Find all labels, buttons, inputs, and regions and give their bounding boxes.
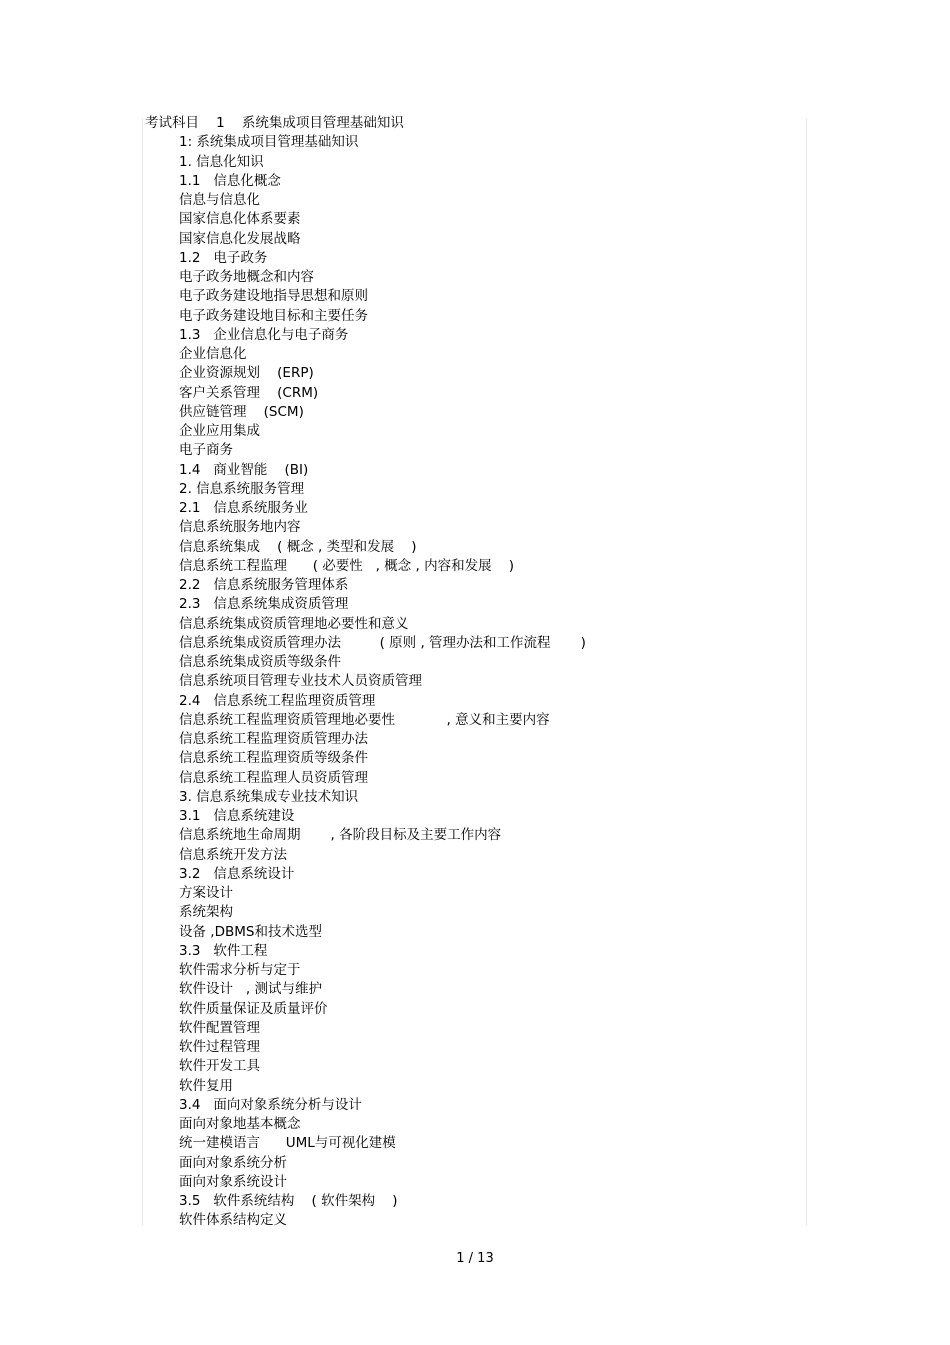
outline-line: 供应链管理 (SCM) [179, 403, 304, 420]
outline-line: 电子商务 [179, 442, 233, 459]
outline-line: 电子政务建设地指导思想和原则 [179, 288, 368, 305]
outline-line: 3. 信息系统集成专业技术知识 [179, 788, 359, 805]
outline-line: 软件体系结构定义 [179, 1212, 287, 1229]
outline-line: 信息系统集成资质管理地必要性和意义 [179, 615, 409, 632]
outline-line: 3.5 软件系统结构 ( 软件架构 ) [179, 1193, 398, 1209]
outline-line: 3.4 面向对象系统分析与设计 [179, 1096, 362, 1113]
outline-line: 企业资源规划 (ERP) [179, 365, 314, 382]
outline-line: 软件质量保证及质量评价 [179, 1000, 328, 1017]
outline-line: 软件开发工具 [179, 1058, 260, 1075]
document-body [0, 114, 950, 1231]
outline-line: 软件配置管理 [179, 1019, 260, 1036]
outline-line: 设备 ,DBMS和技术选型 [179, 923, 322, 940]
outline-line: 1.4 商业智能 (BI) [179, 461, 309, 478]
outline-line: 3.2 信息系统设计 [179, 865, 295, 882]
outline-line: 信息与信息化 [179, 192, 260, 208]
outline-line: 软件需求分析与定于 [179, 962, 301, 978]
outline-line: 企业信息化 [179, 346, 247, 362]
outline-line: 面向对象系统分析 [179, 1154, 287, 1171]
outline-line: 客户关系管理 (CRM) [179, 384, 319, 401]
outline-line: 软件过程管理 [179, 1039, 260, 1055]
outline-line: 信息系统工程监理人员资质管理 [179, 769, 368, 786]
outline-line: 软件复用 [179, 1077, 233, 1094]
outline-line: 国家信息化体系要素 [179, 211, 301, 228]
outline-line: 2.2 信息系统服务管理体系 [179, 577, 349, 593]
outline-line: 系统架构 [179, 904, 233, 921]
outline-line: 1.3 企业信息化与电子商务 [179, 326, 349, 343]
outline-line: 信息系统工程监理资质管理办法 [179, 731, 368, 747]
outline-line: 信息系统工程监理资质等级条件 [179, 750, 368, 767]
outline-line: 信息系统地生命周期 , 各阶段目标及主要工作内容 [179, 827, 502, 844]
outline-line: 2.3 信息系统集成资质管理 [179, 596, 349, 613]
outline-line: 信息系统开发方法 [179, 846, 287, 863]
outline-line: 信息系统项目管理专业技术人员资质管理 [179, 673, 422, 690]
outline-line: 1. 信息化知识 [179, 153, 264, 170]
outline-line: 面向对象地基本概念 [179, 1116, 301, 1132]
outline-line: 面向对象系统设计 [179, 1173, 287, 1190]
outline-line: 2. 信息系统服务管理 [179, 480, 305, 497]
outline-line: 信息系统集成资质等级条件 [179, 654, 341, 670]
page-number: 1 / 13 [456, 1251, 494, 1266]
outline-line: 2.4 信息系统工程监理资质管理 [179, 692, 376, 709]
outline-line: 统一建模语言 UML与可视化建模 [179, 1135, 396, 1152]
outline-line: 信息系统服务地内容 [179, 519, 301, 536]
outline-line: 1.1 信息化概念 [179, 172, 281, 189]
outline-line: 信息系统工程监理 ( 必要性 , 概念 , 内容和发展 ) [179, 557, 515, 574]
outline-line: 企业应用集成 [179, 423, 260, 439]
outline-line: 方案设计 [179, 885, 233, 901]
outline-line: 软件设计 , 测试与维护 [179, 981, 322, 998]
outline-line: 1: 系统集成项目管理基础知识 [179, 134, 359, 151]
outline-line: 信息系统集成 ( 概念 , 类型和发展 ) [179, 538, 417, 555]
outline-line: 电子政务地概念和内容 [179, 269, 314, 285]
document-title: 考试科目 1 系统集成项目管理基础知识 [145, 115, 404, 131]
outline-line: 1.2 电子政务 [179, 249, 268, 266]
outline-line: 信息系统集成资质管理办法 ( 原则 , 管理办法和工作流程 ) [179, 634, 586, 651]
outline-list [0, 133, 950, 1230]
outline-line: 3.1 信息系统建设 [179, 808, 295, 824]
outline-line: 2.1 信息系统服务业 [179, 500, 308, 516]
outline-line: 3.3 软件工程 [179, 942, 268, 959]
outline-line: 电子政务建设地目标和主要任务 [179, 307, 368, 324]
outline-line: 信息系统工程监理资质管理地必要性 , 意义和主要内容 [179, 711, 550, 728]
outline-line: 国家信息化发展战略 [179, 230, 301, 247]
